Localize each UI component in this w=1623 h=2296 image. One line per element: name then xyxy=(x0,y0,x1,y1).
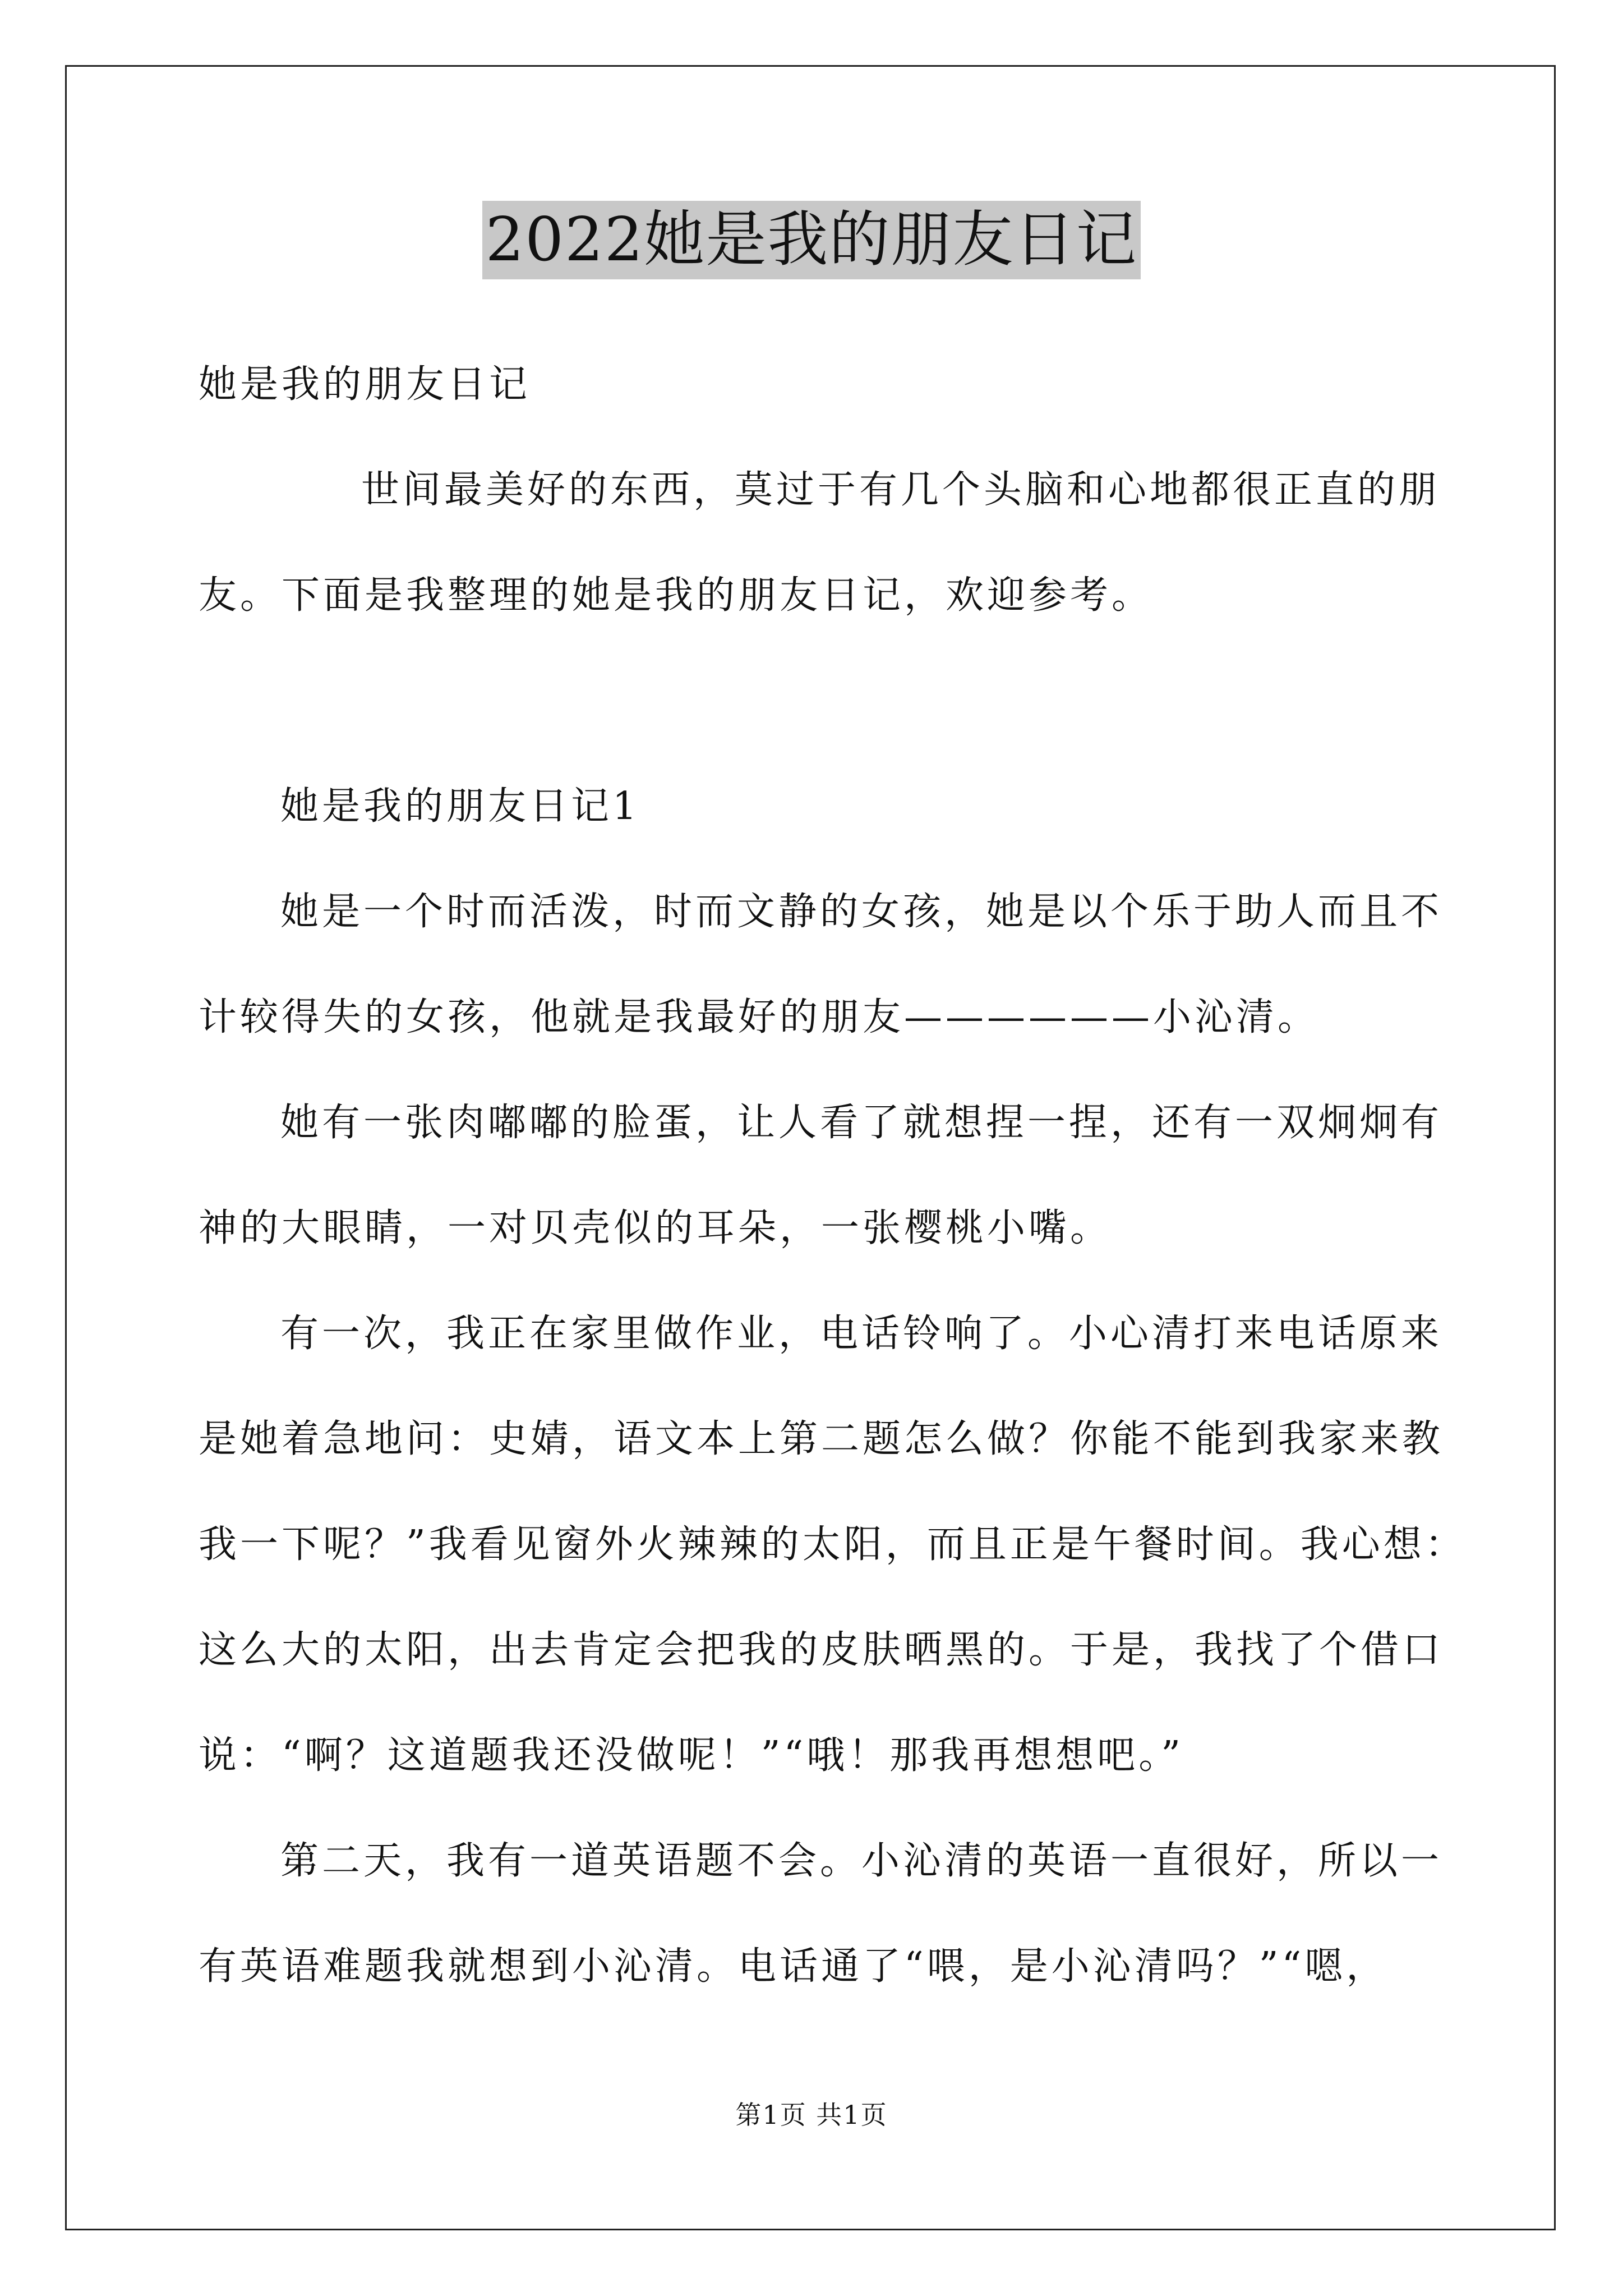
body-line: 计较得失的女孩，他就是我最好的朋友——————小沁清。 xyxy=(199,995,1320,1039)
page-footer: 第1页 共1页 xyxy=(735,2100,888,2130)
section-heading: 她是我的朋友日记1 xyxy=(280,784,640,829)
body-line: 她是一个时而活泼，时而文静的女孩，她是以个乐于助人而且不 xyxy=(280,890,1443,934)
body-line: 有英语难题我就想到小沁清。电话通了“喂，是小沁清吗？”“嗯， xyxy=(199,1944,1388,1989)
body-line: 说：“啊？这道题我还没做呢！”“哦！那我再想想吧。” xyxy=(199,1733,1184,1778)
body-line: 我一下呢？”我看见窗外火辣辣的太阳，而且正是午餐时间。我心想： xyxy=(199,1522,1467,1567)
subtitle-line: 她是我的朋友日记 xyxy=(199,362,531,407)
title-container xyxy=(0,201,1623,279)
intro-line-1: 世间最美好的东西，莫过于有几个头脑和心地都很正直的朋 xyxy=(361,468,1441,512)
body-line: 神的大眼睛，一对贝壳似的耳朵，一张樱桃小嘴。 xyxy=(199,1206,1112,1250)
document-body xyxy=(199,332,1467,2019)
intro-line-2: 友。下面是我整理的她是我的朋友日记，欢迎参考。 xyxy=(199,573,1154,618)
body-line: 是她着急地问：史婧，语文本上第二题怎么做？你能不能到我家来教 xyxy=(199,1417,1444,1461)
body-line: 她有一张肉嘟嘟的脸蛋，让人看了就想捏一捏，还有一双炯炯有 xyxy=(280,1101,1443,1145)
body-line: 这么大的太阳，出去肯定会把我的皮肤晒黑的。于是，我找了个借口 xyxy=(199,1628,1444,1672)
document-title: 2022她是我的朋友日记 xyxy=(482,201,1141,279)
blank-line xyxy=(199,648,1438,754)
body-line: 第二天，我有一道英语题不会。小沁清的英语一直很好，所以一 xyxy=(280,1839,1443,1883)
body-line: 有一次，我正在家里做作业，电话铃响了。小心清打来电话原来 xyxy=(280,1312,1443,1356)
